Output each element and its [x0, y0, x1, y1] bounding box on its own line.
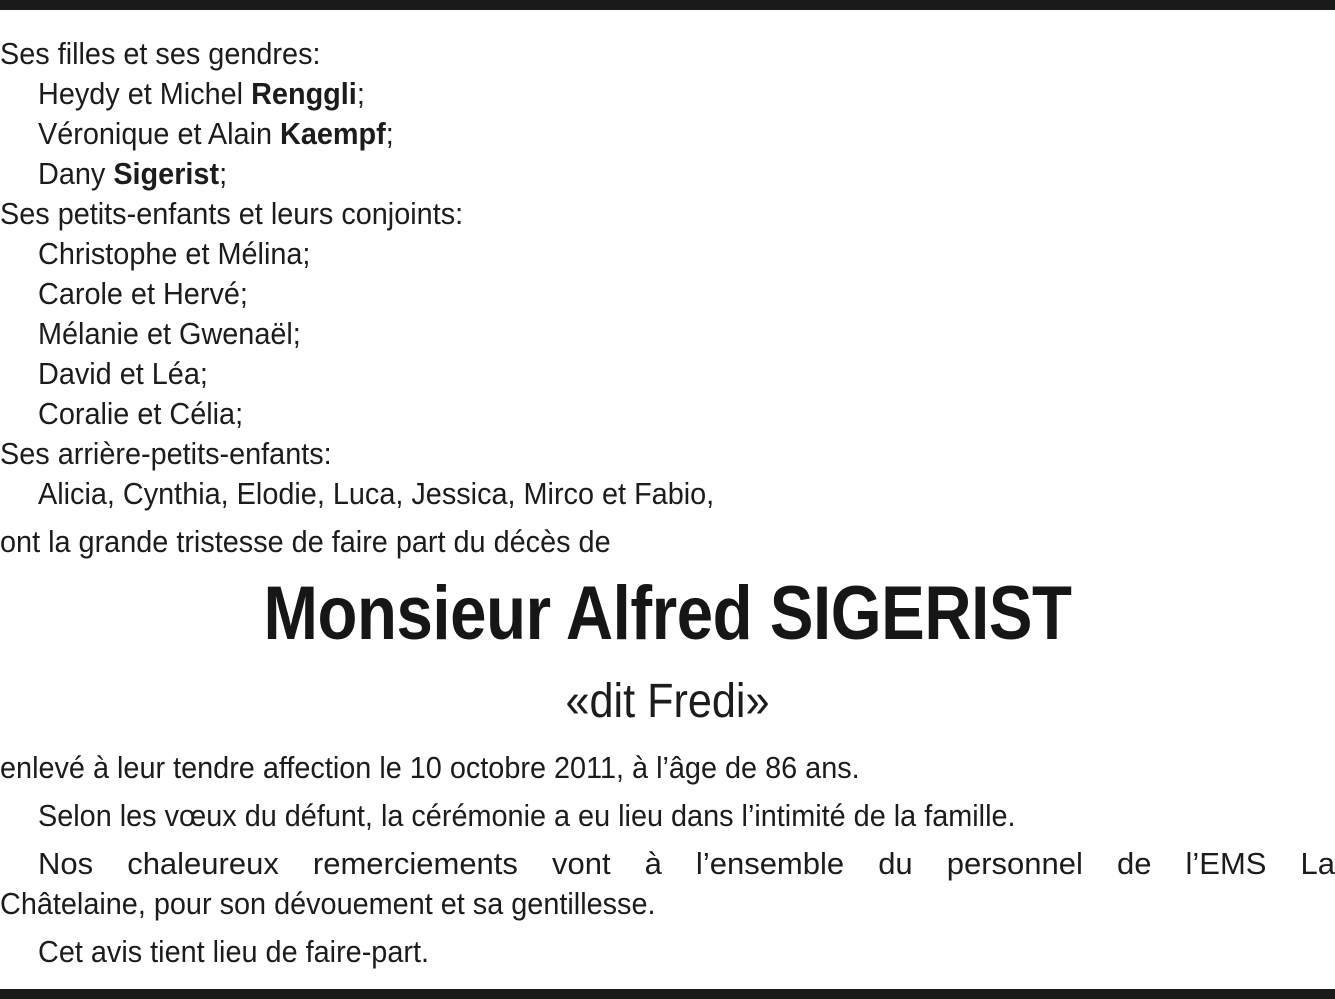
family-line: Dany Sigerist;	[38, 156, 228, 191]
family-surname: Sigerist	[113, 156, 220, 191]
grandchildren-heading: Ses petits-enfants et leurs conjoints:	[0, 196, 464, 231]
grandchild-line: Mélanie et Gwenaël;	[38, 316, 301, 351]
family-line: Heydy et Michel Renggli;	[38, 76, 365, 111]
family-surname: Renggli	[251, 76, 357, 111]
death-line: enlevé à leur tendre affection le 10 octobre 2011, à l’âge de 86 ans.	[0, 750, 860, 785]
grandchild-line: Coralie et Célia;	[38, 396, 244, 431]
bottom-rule	[0, 989, 1335, 999]
closing-line: Cet avis tient lieu de faire-part.	[38, 934, 430, 969]
thanks-line-2: Châtelaine, pour son dévouement et sa gentillesse.	[0, 886, 656, 921]
thanks-paragraph	[0, 844, 1335, 924]
grandchild-line: David et Léa;	[38, 356, 208, 391]
ceremony-line: Selon les vœux du défunt, la cérémonie a eu lieu dans l’intimité de la famille.	[38, 798, 1016, 833]
grandchild-line: Christophe et Mélina;	[38, 236, 311, 271]
deceased-name: Monsieur Alfred SIGERIST	[263, 571, 1072, 656]
great-grandchildren-heading: Ses arrière-petits-enfants:	[0, 436, 332, 471]
family-surname: Kaempf	[280, 116, 386, 151]
announcement-intro: ont la grande tristesse de faire part du décès de	[0, 524, 611, 559]
family-line: Véronique et Alain Kaempf;	[38, 116, 394, 151]
grandchild-line: Carole et Hervé;	[38, 276, 248, 311]
great-grandchildren-line: Alicia, Cynthia, Elodie, Luca, Jessica, Mirco et Fabio,	[38, 476, 715, 511]
daughters-heading: Ses filles et ses gendres:	[0, 36, 321, 71]
thanks-line-1: Nos chaleureux remerciements vont à l’ensemble du personnel de l’EMS La	[38, 846, 1335, 881]
nickname: «dit Fredi»	[565, 675, 770, 728]
top-rule	[0, 0, 1335, 10]
